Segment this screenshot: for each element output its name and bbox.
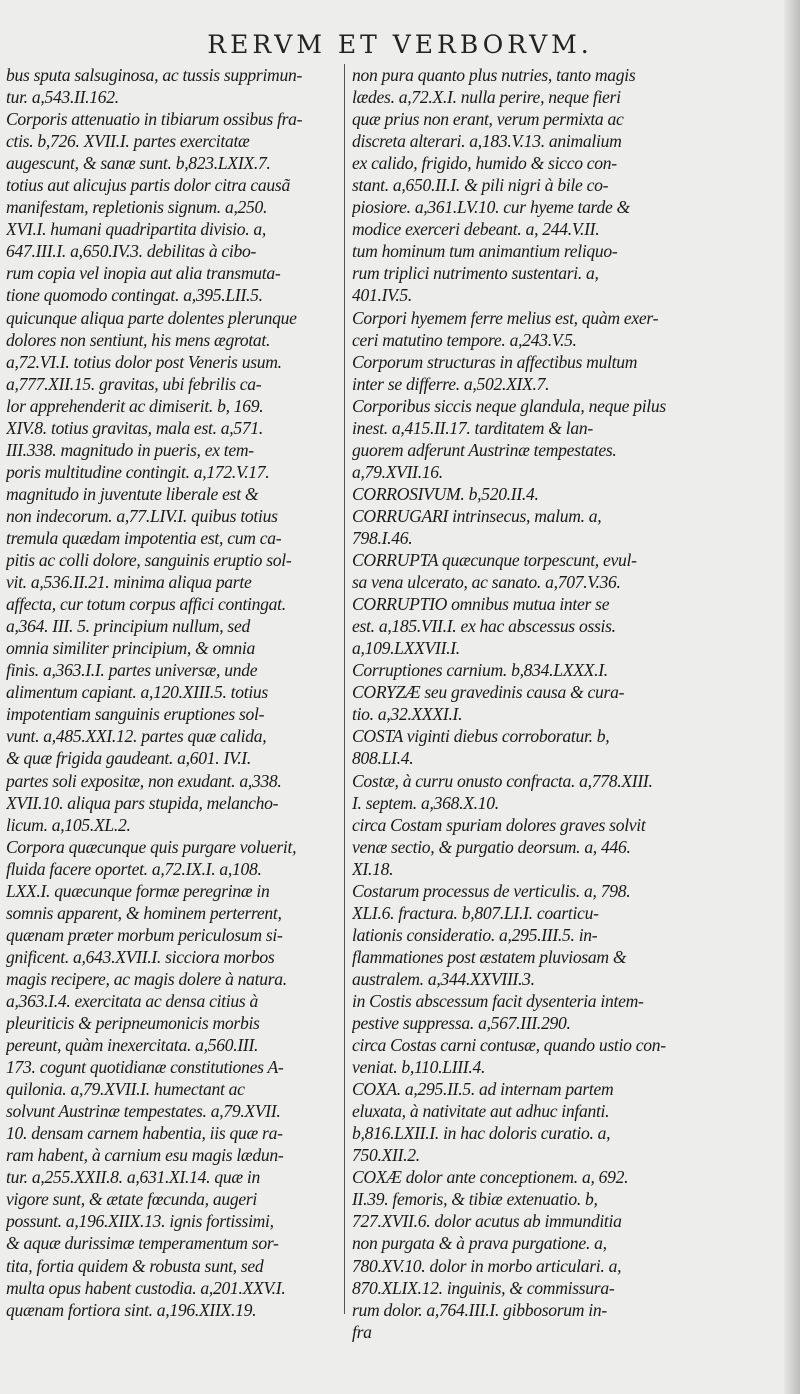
index-line: tum hominum tum animantium reliquo- [352, 241, 618, 262]
index-line: II.39. femoris, & tibiæ extenuatio. b, [352, 1189, 598, 1210]
index-line: sa vena ulcerato, ac sanato. a,707.V.36. [352, 572, 621, 593]
index-line: b,816.LXII.I. in hac doloris curatio. a, [352, 1123, 611, 1144]
index-line: ex calido, frigido, humido & sicco con- [352, 153, 617, 174]
index-line: fra [352, 1321, 372, 1342]
index-line: est. a,185.VII.I. ex hac abscessus ossis. [352, 616, 616, 637]
index-line: a,363.I.4. exercitata ac densa citius à [6, 990, 258, 1011]
index-line: vit. a,536.II.21. minima aliqua parte [6, 572, 252, 593]
index-line: inter se differre. a,502.XIX.7. [352, 373, 550, 394]
index-line: non pura quanto plus nutries, tanto magis [352, 65, 636, 85]
index-line: guorem adferunt Austrinæ tempestates. [352, 439, 617, 460]
index-line: impotentiam sanguinis eruptiones sol- [6, 704, 265, 725]
index-line: Costarum processus de verticulis. a, 798. [352, 880, 631, 901]
index-line: augescunt, & sanæ sunt. b,823.LXIX.7. [6, 153, 271, 174]
index-line: I. septem. a,368.X.10. [352, 792, 499, 813]
index-line: pereunt, quàm inexercitata. a,560.III. [6, 1035, 259, 1056]
index-line: 870.XLIX.12. inguinis, & commissura- [352, 1277, 615, 1298]
index-line: a,777.XII.15. gravitas, ubi febrilis ca- [6, 373, 262, 394]
index-line: XI.18. [352, 858, 394, 879]
index-line: lationis consideratio. a,295.III.5. in- [352, 924, 598, 945]
index-line: non indecorum. a,77.LIV.I. quibus totius [6, 505, 278, 526]
page-edge-shadow [784, 0, 800, 1394]
index-line: circa Costas carni contusæ, quando ustio con- [352, 1035, 666, 1056]
index-line: alimentum capiant. a,120.XIII.5. totius [6, 682, 268, 703]
index-line: XLI.6. fractura. b,807.LI.I. coarticu- [352, 902, 599, 923]
index-line: tita, fortia quidem & robusta sunt, sed [6, 1255, 264, 1276]
index-line: CORROSIVUM. b,520.II.4. [352, 483, 539, 504]
index-line: 647.III.I. a,650.IV.3. debilitas à cibo- [6, 241, 257, 262]
index-line: tione quomodo contingat. a,395.LII.5. [6, 285, 263, 306]
index-line: poris multitudine contingit. a,172.V.17. [6, 461, 270, 482]
index-line: multa opus habent custodia. a,201.XXV.I. [6, 1277, 286, 1298]
index-line: magnitudo in juventute liberale est & [6, 483, 259, 504]
index-line: venæ sectio, & purgatio deorsum. a, 446. [352, 836, 631, 857]
index-line: a,109.LXXVII.I. [352, 638, 460, 659]
index-line: CORRUPTA quæcunque torpescunt, evul- [352, 550, 637, 571]
index-line: Corporum structuras in affectibus multum [352, 351, 638, 372]
index-line: circa Costam spuriam dolores graves solvit [352, 814, 646, 835]
index-line: quicunque aliqua parte dolentes plerunque [6, 307, 297, 328]
index-line: 727.XVII.6. dolor acutus ab immunditia [352, 1211, 622, 1232]
index-line: & aquæ durissimæ temperamentum sor- [6, 1233, 279, 1254]
index-line: bus sputa salsuginosa, ac tussis supprimun- [6, 65, 303, 85]
index-line: 750.XII.2. [352, 1145, 420, 1166]
index-line: Costæ, à curru onusto confracta. a,778.XIII. [352, 770, 653, 791]
index-line: Corruptiones carnium. b,834.LXXX.I. [352, 660, 608, 681]
index-line: Corpora quæcunque quis purgare voluerit, [6, 836, 297, 857]
index-line: quænam fortiora sint. a,196.XIIX.19. [6, 1299, 257, 1320]
index-line: rum copia vel inopia aut alia transmuta- [6, 263, 281, 284]
index-line: finis. a,363.I.I. partes universæ, unde [6, 660, 258, 681]
index-line: tur. a,543.II.162. [6, 87, 119, 108]
index-line: solvunt Austrinæ tempestates. a,79.XVII. [6, 1101, 281, 1122]
index-line: a,79.XVII.16. [352, 461, 443, 482]
index-line: 780.XV.10. dolor in morbo articulari. a, [352, 1255, 622, 1276]
index-line: COSTA viginti diebus corroboratur. b, [352, 726, 610, 747]
index-line: quilonia. a,79.XVII.I. humectant ac [6, 1079, 245, 1100]
index-line: veniat. b,110.LIII.4. [352, 1057, 486, 1078]
index-line: XIV.8. totius gravitas, mala est. a,571. [6, 417, 263, 438]
right-column [352, 64, 708, 1343]
index-line: Corporis attenuatio in tibiarum ossibus fra- [6, 109, 303, 130]
index-line: lædes. a,72.X.I. nulla perire, neque fieri [352, 87, 621, 108]
index-line: flammationes post æstatem pluviosam & [352, 946, 627, 967]
index-line: XVI.I. humani quadripartita divisio. a, [6, 219, 267, 240]
index-line: ceri matutino tempore. a,243.V.5. [352, 329, 577, 350]
index-line: vigore sunt, & ætate fœcunda, augeri [6, 1189, 257, 1210]
index-line: piosiore. a,361.LV.10. cur hyeme tarde & [352, 197, 630, 218]
index-line: fluida facere oportet. a,72.IX.I. a,108. [6, 858, 262, 879]
index-line: Corporibus siccis neque glandula, neque pilus [352, 395, 666, 416]
index-line: III.338. magnitudo in pueris, ex tem- [6, 439, 254, 460]
index-line: CORRUPTIO omnibus mutua inter se [352, 594, 610, 615]
index-line: ctis. b,726. XVII.I. partes exercitatæ [6, 131, 250, 152]
index-line: in Costis abscessum facit dysenteria intem- [352, 990, 644, 1011]
index-line: rum triplici nutrimento sustentari. a, [352, 263, 599, 284]
index-line: 173. cogunt quotidianæ constitutiones A- [6, 1057, 284, 1078]
index-line: omnia similiter principium, & omnia [6, 638, 256, 659]
index-line: non purgata & à prava purgatione. a, [352, 1233, 607, 1254]
index-line: & quæ frigida gaudeant. a,601. IV.I. [6, 748, 251, 769]
index-line: quæ prius non erant, verum permixta ac [352, 109, 624, 130]
index-line: inest. a,415.II.17. tarditatem & lan- [352, 417, 593, 438]
index-line: tur. a,255.XXII.8. a,631.XI.14. quæ in [6, 1167, 260, 1188]
index-line: COXÆ dolor ante conceptionem. a, 692. [352, 1167, 629, 1188]
running-head: RERVM ET VERBORVM. [207, 30, 593, 59]
index-line: manifestam, repletionis signum. a,250. [6, 197, 268, 218]
index-line: somnis apparent, & hominem perterrent, [6, 902, 282, 923]
index-line: LXX.I. quæcunque formæ peregrinæ in [6, 880, 270, 901]
index-line: pitis ac colli dolore, sanguinis eruptio sol- [6, 550, 292, 571]
index-line: possunt. a,196.XIIX.13. ignis fortissimi, [6, 1211, 274, 1232]
index-line: a,72.VI.I. totius dolor post Veneris usum. [6, 351, 282, 372]
index-line: Corpori hyemem ferre melius est, quàm exer- [352, 307, 659, 328]
index-line: affecta, cur totum corpus affici contingat. [6, 594, 286, 615]
index-line: 401.IV.5. [352, 285, 413, 306]
index-line: XVII.10. aliqua pars stupida, melancho- [6, 792, 279, 813]
index-line: partes soli expositæ, non exudant. a,338. [6, 770, 282, 791]
index-line: stant. a,650.II.I. & pili nigri à bile co- [352, 175, 609, 196]
index-line: modice exerceri debeant. a, 244.V.II. [352, 219, 600, 240]
index-line: lor apprehenderit ac dimiserit. b, 169. [6, 395, 264, 416]
index-line: vunt. a,485.XXI.12. partes quæ calida, [6, 726, 267, 747]
index-line: 798.I.46. [352, 527, 413, 548]
index-line: ram habent, à carnium esu magis lædun- [6, 1145, 284, 1166]
index-line: quænam præter morbum periculosum si- [6, 924, 283, 945]
index-line: rum dolor. a,764.III.I. gibbosorum in- [352, 1299, 607, 1320]
index-line: dolores non sentiunt, his mens ægrotat. [6, 329, 271, 350]
index-line: discreta alterari. a,183.V.13. animalium [352, 131, 622, 152]
left-column [6, 64, 342, 1321]
index-line: 808.LI.4. [352, 748, 414, 769]
column-divider [344, 64, 345, 1314]
index-line: CORRUGARI intrinsecus, malum. a, [352, 505, 602, 526]
index-line: pestive suppressa. a,567.III.290. [352, 1013, 571, 1034]
index-line: 10. densam carnem habentia, iis quæ ra- [6, 1123, 283, 1144]
index-line: CORYZÆ seu gravedinis causa & cura- [352, 682, 625, 703]
index-line: totius aut alicujus partis dolor citra causã [6, 175, 290, 196]
index-line: australem. a,344.XXVIII.3. [352, 968, 535, 989]
index-line: pleuriticis & peripneumonicis morbis [6, 1013, 260, 1034]
index-line: a,364. III. 5. principium nullum, sed [6, 616, 250, 637]
index-line: tremula quædam impotentia est, cum ca- [6, 527, 282, 548]
index-line: magis recipere, ac magis dolere à natura. [6, 968, 287, 989]
index-line: tio. a,32.XXXI.I. [352, 704, 463, 725]
index-line: licum. a,105.XL.2. [6, 814, 131, 835]
index-line: gnificent. a,643.XVII.I. sicciora morbos [6, 946, 275, 967]
index-line: eluxata, à nativitate aut adhuc infanti. [352, 1101, 610, 1122]
index-line: COXA. a,295.II.5. ad internam partem [352, 1079, 614, 1100]
